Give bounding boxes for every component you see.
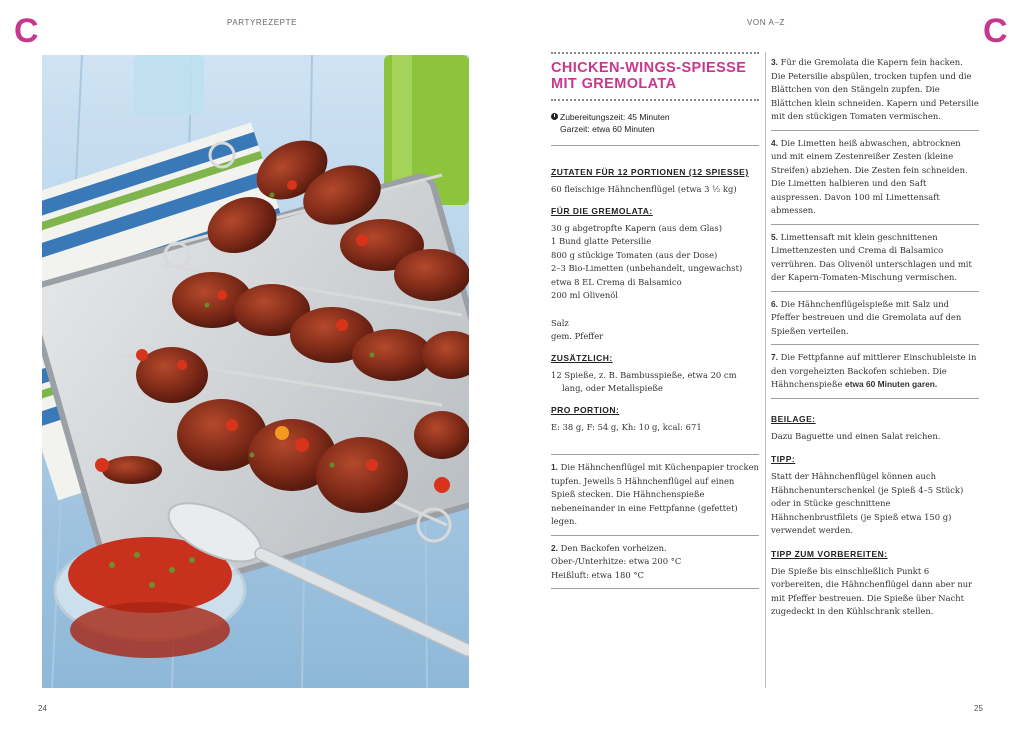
- step-number: 5.: [771, 231, 778, 242]
- side-dish-heading: BEILAGE:: [771, 413, 816, 424]
- step-number: 7.: [771, 352, 778, 362]
- running-head-right: VON A–Z: [747, 18, 785, 27]
- prep-tip-heading: TIPP ZUM VORBEREITEN:: [771, 548, 888, 559]
- chapter-letter-left: C: [14, 12, 39, 50]
- recipe-step-1: [551, 455, 759, 536]
- recipe-column-right: [771, 52, 979, 619]
- ingredient-line: 12 Spieße, z. B. Bambusspieße, etwa 20 cm lang, oder Metallspieße: [551, 369, 737, 393]
- recipe-step-3: [771, 52, 979, 131]
- step-number: 6.: [771, 298, 778, 309]
- step-text: Für die Gremolata die Kapern fein hacken. Die Petersilie abspülen, trocken tupfen und die Blättchen von den Stängeln zupfen. Die Blättchen klein schneiden. Kapern und Petersilie mit den stückigen Tomaten vermischen.: [771, 57, 979, 121]
- recipe-step-2: [551, 536, 759, 590]
- cook-time: Garzeit: etwa 60 Minuten: [560, 124, 655, 134]
- ingredient-line: etwa 8 EL Crema di Balsamico: [551, 276, 682, 287]
- column-divider: [765, 52, 766, 688]
- page-number-right: 25: [974, 704, 983, 713]
- extra-heading: ZUSÄTZLICH:: [551, 352, 613, 363]
- gremolata-heading: FÜR DIE GREMOLATA:: [551, 205, 653, 216]
- recipe-step-7: [771, 345, 979, 399]
- ingredient-line: Salz: [551, 317, 569, 328]
- step-text: Limettensaft mit klein geschnittenen Limettenzesten und Crema di Balsamico verrühren. Das Olivenöl unterschlagen und mit der Kapern-Tomaten-Mischung vermischen.: [771, 231, 972, 282]
- step-text: Den Backofen vorheizen.: [560, 542, 667, 553]
- step-number: 1.: [551, 462, 558, 472]
- clock-icon: [551, 113, 558, 120]
- recipe-photo: [42, 55, 469, 688]
- step-text: Die Limetten heiß abwaschen, abtrocknen und mit einem Zestenreißer Zesten (kleine Streifen) abziehen. Die Zesten fein schneiden. Die Limetten halbieren und den Saft auspressen. Davon 100 ml Limettensaft abmessen.: [771, 137, 968, 215]
- recipe-title-line2: MIT GREMOLATA: [551, 76, 677, 92]
- ingredient-line: gem. Pfeffer: [551, 331, 604, 341]
- portion-heading: PRO PORTION:: [551, 404, 620, 415]
- side-dish-text: Dazu Baguette und einen Salat reichen.: [771, 430, 941, 441]
- recipe-step-6: [771, 292, 979, 346]
- recipe-column-left: [551, 52, 759, 589]
- title-top-divider: [551, 52, 759, 54]
- ingredient-line: 200 ml Olivenöl: [551, 290, 618, 300]
- ingredient-line: 2–3 Bio-Limetten (unbehandelt, ungewachst): [551, 263, 743, 273]
- step-text: Die Fettpfanne auf mittlerer Einschubleiste in den vorgeheizten Backofen schieben. Die Hähnchenspieße: [771, 352, 977, 389]
- food-photo-illustration: [42, 55, 469, 688]
- step-text-oven-fan: Heißluft: etwa 180 °C: [551, 569, 644, 580]
- chapter-letter-right: C: [983, 12, 1008, 50]
- step-number: 4.: [771, 137, 778, 148]
- ingredient-line: 30 g abgetropfte Kapern (aus dem Glas): [551, 222, 722, 233]
- ingredient-line: 60 fleischige Hähnchenflügel (etwa 3 ½ kg): [551, 184, 737, 194]
- ingredients-heading: ZUTATEN FÜR 12 PORTIONEN (12 SPIESSE): [551, 167, 749, 177]
- ingredient-line: 800 g stückige Tomaten (aus der Dose): [551, 249, 718, 260]
- step-number: 3.: [771, 57, 778, 67]
- step-number: 2.: [551, 542, 558, 553]
- ingredient-line: 1 Bund glatte Petersilie: [551, 236, 652, 246]
- step-text: Die Hähnchenflügel mit Küchenpapier trocken tupfen. Jeweils 5 Hähnchenflügel auf einen Spieß stecken. Die Hähnchenspieße nebeneinander in eine Fettpfanne (gefettet) legen.: [551, 462, 759, 526]
- page-number-left: 24: [38, 704, 47, 713]
- recipe-title: [551, 60, 759, 92]
- portion-nutrition: E: 38 g, F: 54 g, Kh: 10 g, kcal: 671: [551, 421, 702, 432]
- title-bottom-divider: [551, 99, 759, 101]
- prep-tip-text: Die Spieße bis einschließlich Punkt 6 vorbereiten, die Hähnchenflügel dann aber nur mit Pfeffer bestreuen. Die Spieße über Nacht zugedeckt in den Kühlschrank stellen.: [771, 565, 973, 616]
- recipe-step-5: [771, 225, 979, 292]
- recipe-title-line1: CHICKEN-WINGS-SPIESSE: [551, 60, 747, 76]
- step-text-emphasis: etwa 60 Minuten garen.: [845, 379, 938, 389]
- step-text: Die Hähnchenflügelspieße mit Salz und Pfeffer bestreuen und die Gremolata auf den Spießen verteilen.: [771, 298, 962, 336]
- tip-heading: TIPP:: [771, 454, 796, 464]
- step-text-oven-top-bottom: Ober-/Unterhitze: etwa 200 °C: [551, 556, 682, 566]
- recipe-step-4: [771, 131, 979, 225]
- timing-info: [551, 111, 759, 135]
- tip-text: Statt der Hähnchenflügel können auch Hähnchenunterschenkel (je Spieß 4–5 Stück) oder in Stücke geschnittene Hähnchenbrustfilets (je Spieß etwa 150 g) verwendet werden.: [771, 471, 964, 535]
- running-head-left: PARTYREZEPTE: [227, 18, 298, 27]
- prep-time: Zubereitungszeit: 45 Minuten: [560, 112, 670, 122]
